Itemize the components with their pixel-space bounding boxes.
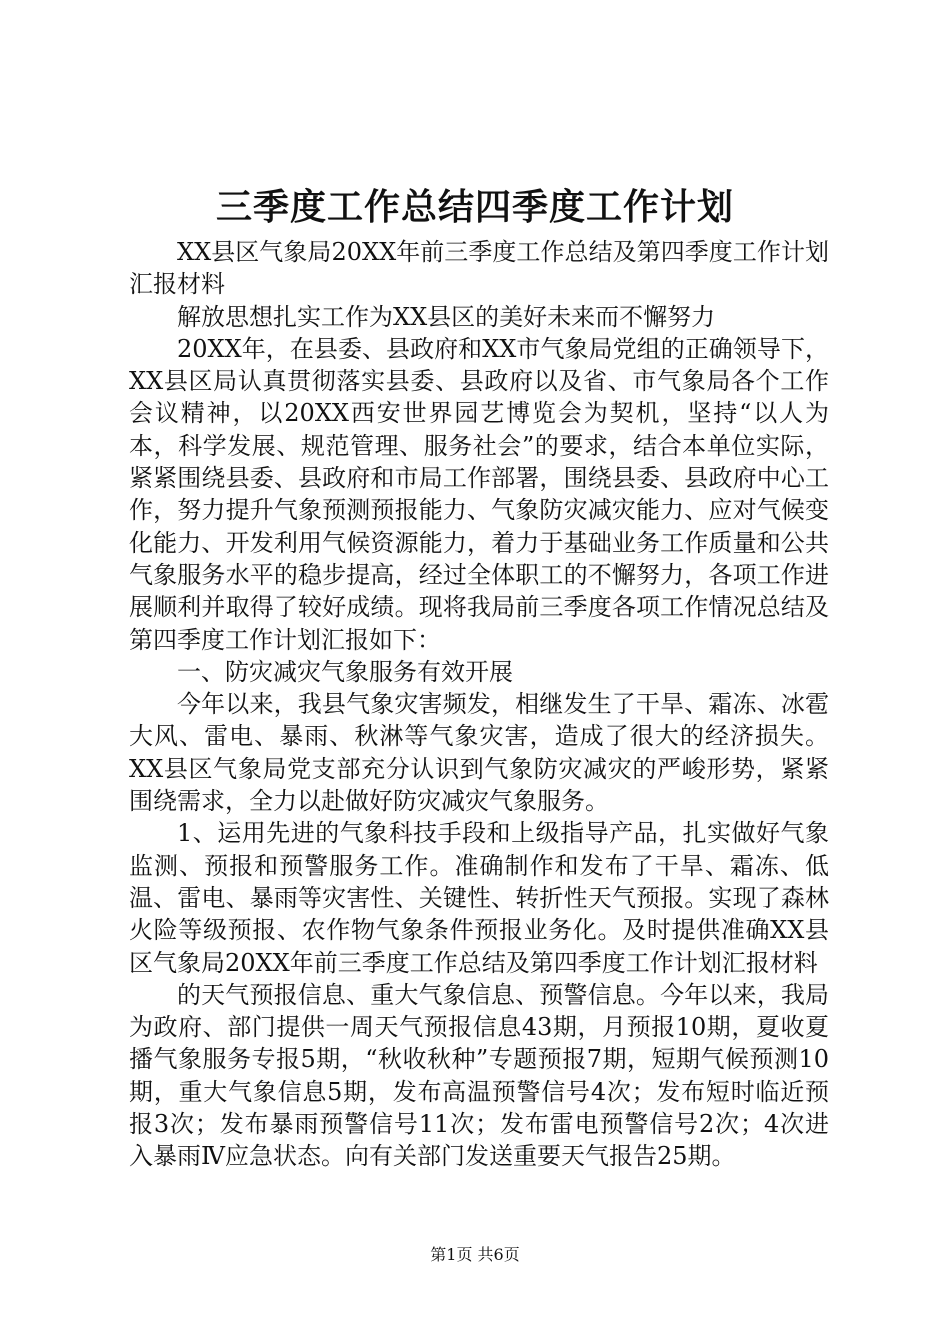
paragraph-item-1: 1、运用先进的气象科技手段和上级指导产品，扎实做好气象监测、预报和预警服务工作。准确制作和发布了干旱、霜冻、低温、雷电、暴雨等灾害性、关键性、转折性天气预报。实现了森林火险等级预报、农作物气象条件预报业务化。及时提供准确XX县区气象局20XX年前三季度工作总结及第四季度工作计划汇报材料 [129,819,829,977]
paragraph-subtitle: 解放思想扎实工作为XX县区的美好未来而不懈努力 [177,302,716,331]
paragraph-forecast-stats: 的天气预报信息、重大气象信息、预警信息。今年以来，我局为政府、部门提供一周天气预报信息43期，月预报10期，夏收夏播气象服务专报5期，“秋收秋种”专题预报7期，短期气候预测10期，重大气象信息5期，发布高温预警信号4次；发布短时临近预报3次；发布暴雨预警信号11次；发布雷电预警信号2次；4次进入暴雨Ⅳ应急状态。向有关部门发送重要天气报告25期。 [129,980,829,1171]
page-number-footer: 第1页 共6页 [430,1245,520,1264]
paragraph-intro: 20XX年，在县委、县政府和XX市气象局党组的正确领导下，XX县区局认真贯彻落实县委、县政府以及省、市气象局各个工作会议精神，以20XX西安世界园艺博览会为契机，坚持“以人为本，科学发展、规范管理、服务社会”的要求，结合本单位实际，紧紧围绕县委、县政府和市局工作部署，围绕县委、县政府中心工作，努力提升气象预测预报能力、气象防灾减灾能力、应对气候变化能力、开发利用气候资源能力，着力于基础业务工作质量和公共气象服务水平的稳步提高，经过全体职工的不懈努力，各项工作进展顺利并取得了较好成绩。现将我局前三季度各项工作情况总结及第四季度工作计划汇报如下： [129,334,829,654]
section-heading-disaster-service: 一、防灾减灾气象服务有效开展 [177,657,513,686]
paragraph-report-name: XX县区气象局20XX年前三季度工作总结及第四季度工作计划汇报材料 [129,238,829,299]
paragraph-disaster-overview: 今年以来，我县气象灾害频发，相继发生了干旱、霜冻、冰雹大风、雷电、暴雨、秋淋等气象灾害，造成了很大的经济损失。XX县区气象局党支部充分认识到气象防灾减灾的严峻形势，紧紧围绕需求，全力以赴做好防灾减灾气象服务。 [129,690,829,816]
document-title: 三季度工作总结四季度工作计划 [215,186,734,228]
document-body [129,236,829,1173]
